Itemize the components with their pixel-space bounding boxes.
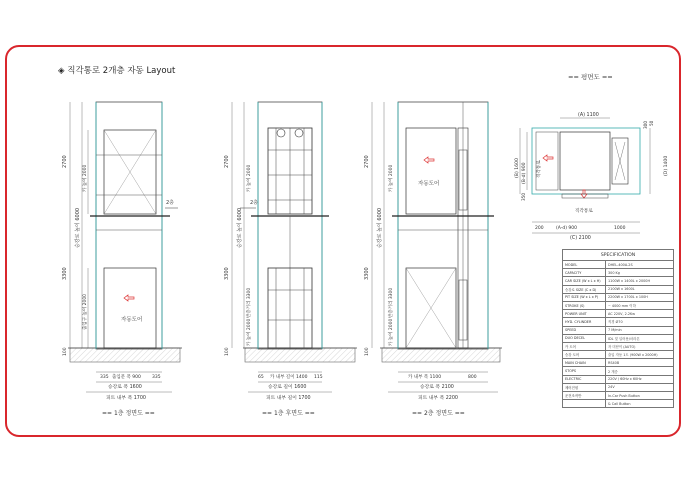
pit-slab <box>382 348 500 362</box>
spec-value: AC 220V, 2.2Kw <box>606 310 674 318</box>
dim-text: (B-d) 900 <box>522 162 527 184</box>
entry-label: 직각통로 <box>537 160 542 178</box>
dim-text: 출입구 높이 2000 <box>83 293 88 330</box>
spec-value: 2200W x 1700L x 100H <box>606 293 674 301</box>
spec-key <box>563 400 606 408</box>
dim-text: 335 <box>152 375 161 380</box>
landing-door-2 <box>406 128 456 214</box>
spec-value: ~ 4000 mm 이하 <box>606 301 674 309</box>
spec-row <box>563 400 674 408</box>
floor-marker: 2층 <box>250 200 259 206</box>
dim-text: 100 <box>365 347 370 356</box>
dim-text: 800 <box>468 375 477 380</box>
spec-row <box>563 318 674 326</box>
plan-view <box>514 112 669 241</box>
spec-key: DUO DECEL <box>563 334 606 342</box>
spec-value: 출입 자동 1도 (900W x 2000H) <box>606 351 674 359</box>
spec-key: 카 도어 <box>563 342 606 350</box>
door-label: 자동도어 <box>418 181 440 187</box>
spec-row <box>563 367 674 375</box>
spec-key: CAPACITY <box>563 269 606 277</box>
spec-row <box>563 392 674 400</box>
spec-key: POWER UNIT <box>563 310 606 318</box>
sheave-icon <box>295 129 303 137</box>
dim-text: 335 <box>100 375 109 380</box>
spec-value: & Call Button <box>606 400 674 408</box>
spec-row <box>563 326 674 334</box>
pit-slab <box>245 348 355 362</box>
spec-row <box>563 285 674 293</box>
door-label: 자동도어 <box>121 317 143 323</box>
spec-heading: SPECIFICATION <box>563 250 674 261</box>
spec-key: 운전조작반 <box>563 392 606 400</box>
spec-key: STROKE (S) <box>563 301 606 309</box>
spec-value: 7 M/min <box>606 326 674 334</box>
spec-key: 제어전원 <box>563 383 606 391</box>
spec-row <box>563 334 674 342</box>
dim-text: 3300 <box>364 267 370 280</box>
spec-value: 2100W x 1600L <box>606 285 674 293</box>
spec-row <box>563 342 674 350</box>
spec-row <box>563 359 674 367</box>
dim-text: 2700 <box>364 155 370 168</box>
spec-key: MODEL <box>563 261 606 269</box>
hoistway <box>96 102 162 349</box>
elevation-2-front <box>364 102 502 417</box>
dim-text: 승강로 높이 6000 <box>377 207 383 248</box>
spec-row <box>563 293 674 301</box>
spec-row <box>563 261 674 269</box>
dim-text: 출입문 폭 900 <box>112 375 141 380</box>
dim-text: 피트 내부 길이 1700 <box>266 396 311 401</box>
dim-text: (C) 2100 <box>570 236 591 241</box>
dim-text: 승강로 높이 6000 <box>237 207 243 248</box>
spec-value: 자 미닫이 (AUTO) <box>606 342 674 350</box>
sheave-icon <box>277 129 285 137</box>
dim-text: 3300 <box>62 267 68 280</box>
dim-text: 1000 <box>614 226 626 231</box>
spec-row <box>563 269 674 277</box>
spec-row <box>563 351 674 359</box>
dim-text: 100 <box>225 347 230 356</box>
dim-text: 카 높이 2000 <box>389 164 394 192</box>
dim-text: 카 내부 길이 1400 <box>270 375 308 380</box>
door-arrow-icon <box>124 295 134 301</box>
entry-arrow-icon <box>543 155 553 161</box>
spec-row <box>563 383 674 391</box>
elevation-1-rear <box>224 102 357 417</box>
dim-text: 카 높이 2000 <box>389 318 394 346</box>
spec-key: PIT SIZE (W x L x P) <box>563 293 606 301</box>
car-outline <box>560 132 610 190</box>
spec-value: 220V / 60Hz x 60Hz <box>606 375 674 383</box>
dim-text: 반층거리 3300 <box>389 287 394 318</box>
dim-text: 200 <box>535 226 544 231</box>
front-door <box>562 194 608 198</box>
spec-key: SPEED <box>563 326 606 334</box>
elevation-1-caption: == 1층 정면도 == <box>102 410 155 417</box>
dim-text: (A) 1100 <box>578 113 599 118</box>
dim-text: 승강로 높이 6000 <box>75 207 81 248</box>
spec-row <box>563 310 674 318</box>
dim-text: 300 <box>643 121 648 129</box>
spec-key: HYD. CYLINDER <box>563 318 606 326</box>
dim-text: 100 <box>63 347 68 356</box>
dim-text: (B) 1600 <box>515 158 520 178</box>
dim-text: 승강로 길이 1600 <box>268 385 307 390</box>
spec-row <box>563 375 674 383</box>
spec-key: ELECTRIC <box>563 375 606 383</box>
dim-text: (A-d) 900 <box>556 226 577 231</box>
elevation-3-caption: == 2층 정면도 == <box>412 410 465 417</box>
dim-text: 카 내부 폭 1100 <box>408 375 442 380</box>
dim-text: 반층거리 3300 <box>247 287 252 318</box>
dim-text: 2700 <box>62 155 68 168</box>
dim-text: 50 <box>649 120 654 126</box>
elevation-2-caption: == 1층 후면도 == <box>262 410 315 417</box>
spec-body <box>563 261 674 408</box>
entry-label: 직각통로 <box>575 209 593 214</box>
spec-value: IDL 및 일어용/마라톤 <box>606 334 674 342</box>
floor-marker: 2층 <box>166 200 175 206</box>
spec-value: 직경 Ø70 <box>606 318 674 326</box>
spec-row <box>563 301 674 309</box>
dim-text: 350 <box>521 193 526 201</box>
spec-value: RS40B <box>606 359 674 367</box>
spec-row <box>563 277 674 285</box>
dim-text: 2700 <box>224 155 230 168</box>
spec-key: 승강 도어 <box>563 351 606 359</box>
dim-text: 승강로 폭 2100 <box>420 385 454 390</box>
dim-text: 피트 내부 폭 2200 <box>418 396 458 401</box>
drawing-title: ◈ 직각통로 2개층 자동 Layout <box>58 66 176 76</box>
hoistway <box>398 102 488 349</box>
dim-text: (D) 1400 <box>664 155 669 176</box>
landing-door-1 <box>104 268 156 348</box>
dim-text: 카 높이 2000 <box>83 164 88 192</box>
spec-key: 승강로 SIZE (C x D) <box>563 285 606 293</box>
dim-text: 65 <box>258 375 264 380</box>
dim-text: 카 높이 2000 <box>247 164 252 192</box>
spec-value: 1100W x 1400L x 2000H <box>606 277 674 285</box>
spec-value: DHEL-400A-2S <box>606 261 674 269</box>
pit-slab <box>70 348 180 362</box>
dim-text: 승강로 폭 1600 <box>108 385 142 390</box>
spec-value: 2 개층 <box>606 367 674 375</box>
elevation-1-front <box>62 102 182 417</box>
spec-value: 300 Kg <box>606 269 674 277</box>
spec-key: MAIN CHAIN <box>563 359 606 367</box>
door-arrow-icon <box>424 157 434 163</box>
plan-view-caption: == 평면도 == <box>568 73 613 81</box>
dim-text: 카 높이 2000 <box>247 318 252 346</box>
spec-key: CAR SIZE (W x L x H) <box>563 277 606 285</box>
dim-text: 피트 내부 폭 1700 <box>106 396 146 401</box>
specification-table <box>562 249 674 408</box>
spec-value: 24V <box>606 383 674 391</box>
dim-text: 3300 <box>224 267 230 280</box>
spec-value: In-Car Push Button <box>606 392 674 400</box>
spec-key: STOPS <box>563 367 606 375</box>
dim-text: 115 <box>314 375 323 380</box>
